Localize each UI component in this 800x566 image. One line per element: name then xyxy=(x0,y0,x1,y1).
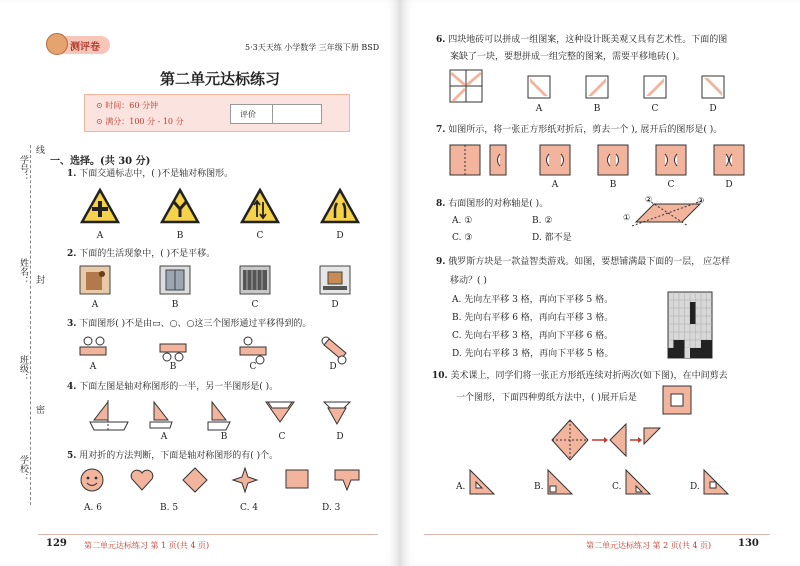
picture-b-icon xyxy=(160,266,190,294)
arrow-right-icon-2 xyxy=(630,437,642,443)
question-text: 俄罗斯方块是一款益智类游戏。如图，要想铺满最下面的一层， 应怎样 xyxy=(448,257,731,267)
q1-option-a[interactable]: A xyxy=(96,231,104,241)
question-text: 美术课上，同学们将一张正方形纸连续对折两次(如下图)，在中间剪去 xyxy=(450,371,728,381)
side-label-student-no: 学号： xyxy=(18,155,28,182)
picture-d-icon xyxy=(320,266,350,294)
q9-option-b[interactable]: B. 先向右平移 6 格，再向右平移 3 格。 xyxy=(452,313,614,323)
question-2 xyxy=(67,248,215,261)
sign-c-icon xyxy=(242,190,278,222)
sign-b-icon xyxy=(162,190,198,222)
arrow-right-icon xyxy=(592,437,608,443)
q9-option-c[interactable]: C. 先向右平移 3 格，再向下平移 6 格。 xyxy=(452,331,614,341)
question-9-line-1 xyxy=(436,256,730,269)
q1-option-d[interactable]: D xyxy=(336,231,344,241)
footer-text: 第二单元达标练习 第 1 页(共 4 页) xyxy=(84,541,210,550)
parallelogram-figure xyxy=(628,200,708,230)
q10-option-b[interactable]: B. xyxy=(534,482,544,492)
sign-d-icon xyxy=(322,190,358,222)
question-number: 4. xyxy=(67,382,77,392)
figure-b-icon xyxy=(160,344,186,361)
footer-rule xyxy=(38,534,378,535)
question-4 xyxy=(67,381,278,394)
q2-pictures xyxy=(80,266,360,296)
q7-option-a[interactable]: A xyxy=(551,180,559,190)
q8-option-a[interactable]: A. ① xyxy=(452,216,473,226)
series-header: 5·3天天练 小学数学 三年级下册 BSD xyxy=(245,43,380,52)
open-d-icon xyxy=(714,145,744,175)
folded-cut-icon xyxy=(490,145,506,175)
q8-option-c[interactable]: C. ③ xyxy=(452,233,473,243)
open-a-icon xyxy=(540,145,570,175)
q4-figures xyxy=(88,400,368,432)
side-mark-line: 线 xyxy=(34,145,44,154)
question-text: 下面交通标志中，( )不是轴对称图形。 xyxy=(79,169,234,179)
question-5 xyxy=(67,450,278,463)
q8-option-b[interactable]: B. ② xyxy=(532,216,553,226)
question-7 xyxy=(436,124,722,137)
section-heading: 一、选择。(共 30 分) xyxy=(50,156,151,167)
question-text: 四块地砖可以拼成一组图案，这种设计既美观又具有艺术性。下面的图 xyxy=(448,35,728,45)
tile-pattern-icon xyxy=(450,70,482,102)
q10-target-icon xyxy=(662,385,692,415)
q9-option-a[interactable]: A. 先向左平移 3 格，再向下平移 5 格。 xyxy=(452,295,614,305)
axis-mark-1: ① xyxy=(623,213,631,222)
question-number: 6. xyxy=(436,35,446,45)
tile-a-icon xyxy=(528,76,550,98)
question-1 xyxy=(67,168,233,181)
q3-option-c[interactable]: C xyxy=(249,362,257,372)
sign-a-icon xyxy=(82,190,118,222)
figure-c-icon xyxy=(240,337,266,364)
question-number: 7. xyxy=(436,125,446,135)
footer-text: 第二单元达标练习 第 2 页(共 4 页) xyxy=(586,541,712,550)
smiley-icon xyxy=(81,469,103,491)
q3-option-b[interactable]: B xyxy=(169,362,177,372)
q4-option-a[interactable]: A xyxy=(160,432,168,442)
side-label-name: 姓名： xyxy=(18,258,28,285)
eval-label: 评价 xyxy=(240,110,256,119)
picture-c-icon xyxy=(240,266,270,294)
tetris-grid xyxy=(668,292,712,358)
side-label-class: 班级： xyxy=(18,355,28,382)
q3-figures xyxy=(78,336,358,366)
question-number: 1. xyxy=(67,169,77,179)
q6-option-d[interactable]: D xyxy=(709,104,717,114)
picture-a-icon xyxy=(80,266,110,294)
q2-option-b[interactable]: B xyxy=(171,300,179,310)
side-label-school: 学校： xyxy=(18,455,28,482)
q6-option-a[interactable]: A xyxy=(535,104,543,114)
q4-option-d[interactable]: D xyxy=(336,432,344,442)
q1-option-b[interactable]: B xyxy=(176,231,184,241)
question-number: 8. xyxy=(436,199,446,209)
q5-figures xyxy=(80,468,370,498)
question-3 xyxy=(67,318,311,331)
q10-fold-steps xyxy=(550,418,660,466)
question-number: 10. xyxy=(432,371,448,381)
q4-option-c[interactable]: C xyxy=(278,432,286,442)
side-mark-seal: 封 xyxy=(34,275,44,284)
right-page xyxy=(400,0,800,566)
page-number: 130 xyxy=(738,538,759,549)
q2-option-a[interactable]: A xyxy=(91,300,99,310)
question-text: 如图所示，将一张正方形纸对折后，剪去一个 ), 展开后的图形是( )。 xyxy=(448,125,723,135)
fold-twice-icon xyxy=(644,428,660,444)
option-c-icon xyxy=(266,402,294,422)
q6-option-c[interactable]: C xyxy=(651,104,659,114)
time-info: ⊙ 时间：60 分钟 xyxy=(96,101,158,110)
q2-option-c[interactable]: C xyxy=(251,300,259,310)
axis-mark-2: ② xyxy=(645,195,653,204)
question-10-line-1 xyxy=(432,370,728,383)
half-figure-icon xyxy=(90,400,128,432)
q5-option-c[interactable]: C. 4 xyxy=(240,503,259,513)
binding-line xyxy=(30,145,31,505)
q9-option-d[interactable]: D. 先向右平移 3 格，再向下平移 5 格。 xyxy=(452,349,614,359)
q8-option-d[interactable]: D. 都不是 xyxy=(532,233,572,243)
q6-option-b[interactable]: B xyxy=(593,104,601,114)
figure-d-icon xyxy=(322,337,346,364)
open-b-icon xyxy=(598,145,628,175)
q5-option-a[interactable]: A. 6 xyxy=(84,503,102,513)
option-b-icon xyxy=(548,470,572,494)
option-d-icon xyxy=(704,470,728,494)
option-c-icon xyxy=(626,470,650,494)
question-9-line-2: 移动？( ) xyxy=(450,276,487,286)
q1-option-c[interactable]: C xyxy=(256,231,264,241)
question-6-line-2: 案缺了一块，要想拼成一组完整的图案，需要平移地砖( )。 xyxy=(450,52,685,62)
arrow-shape-icon xyxy=(335,470,359,490)
mascot-icon xyxy=(46,33,68,55)
option-b-icon xyxy=(208,402,230,430)
diamond-icon xyxy=(183,468,207,492)
question-text: 用对折的方法判断，下面是轴对称图形的有( )个。 xyxy=(79,451,279,461)
q7-option-d[interactable]: D xyxy=(725,180,733,190)
tile-b-icon xyxy=(586,76,608,98)
q5-option-d[interactable]: D. 3 xyxy=(322,503,341,513)
option-d-icon xyxy=(324,402,350,424)
question-text: 下面图形( )不是由▭、○、○这三个图形通过平移得到的。 xyxy=(79,319,312,329)
q3-option-a[interactable]: A xyxy=(89,362,97,372)
q7-figures xyxy=(450,145,760,181)
open-c-icon xyxy=(656,145,686,175)
question-8 xyxy=(436,198,548,211)
question-text: 下面左图是轴对称图形的一半，另一半图形是( )。 xyxy=(79,382,279,392)
question-number: 3. xyxy=(67,319,77,329)
figure-a-icon xyxy=(80,337,106,355)
flag-icon xyxy=(286,470,308,488)
question-text: 右面图形的对称轴是( )。 xyxy=(448,199,549,209)
q7-option-c[interactable]: C xyxy=(667,180,675,190)
tile-d-icon xyxy=(702,76,724,98)
q10-option-c[interactable]: C. xyxy=(612,482,622,492)
option-a-icon xyxy=(470,470,494,494)
eval-divider xyxy=(272,104,273,124)
q10-option-a[interactable]: A. xyxy=(456,482,466,492)
axis-mark-3: ③ xyxy=(697,196,705,205)
q10-option-d[interactable]: D. xyxy=(690,482,700,492)
tile-c-icon xyxy=(644,76,666,98)
score-info: ⊙ 满分：100 分 - 10 分 xyxy=(96,117,184,126)
q4-option-b[interactable]: B xyxy=(220,432,228,442)
q6-figures xyxy=(450,70,750,104)
square-paper-icon xyxy=(552,420,588,460)
footer-rule xyxy=(424,534,770,535)
star-icon xyxy=(233,468,257,492)
question-number: 9. xyxy=(436,257,446,267)
side-mark-secret: 密 xyxy=(34,405,44,414)
q3-option-d[interactable]: D xyxy=(329,362,337,372)
badge-label: 测评卷 xyxy=(70,42,100,53)
question-10-line-2: 一个图形，下面四种剪纸方法中，( )展开后是 xyxy=(456,393,637,403)
fold-once-icon xyxy=(610,424,626,456)
q5-option-b[interactable]: B. 5 xyxy=(160,503,179,513)
page-title: 第二单元达标练习 xyxy=(160,70,281,88)
question-text: 下面的生活现象中，( )不是平移。 xyxy=(79,249,216,259)
q2-option-d[interactable]: D xyxy=(331,300,339,310)
page-number: 129 xyxy=(46,538,67,549)
question-6-line-1 xyxy=(436,34,727,47)
option-a-icon xyxy=(150,402,172,428)
question-number: 2. xyxy=(67,249,77,259)
q1-signs xyxy=(80,188,360,228)
heart-icon xyxy=(131,470,153,490)
square-paper-icon xyxy=(450,145,480,175)
question-number: 5. xyxy=(67,451,77,461)
q7-option-b[interactable]: B xyxy=(609,180,617,190)
q10-options xyxy=(460,470,750,498)
